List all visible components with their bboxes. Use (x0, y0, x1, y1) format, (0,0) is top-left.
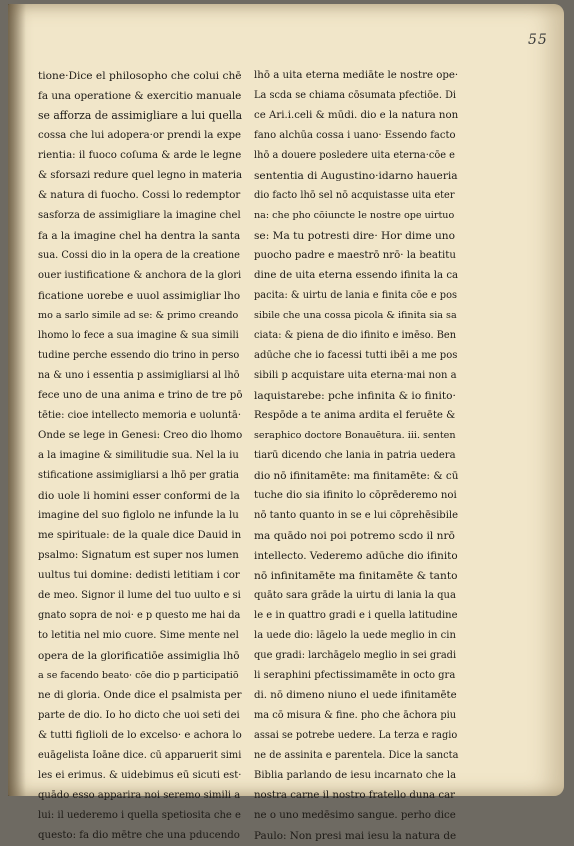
text-line: seraphico doctore Bonauētura. iii. senten (254, 430, 456, 441)
text-line: dine de uita eterna essendo ifinita la ca (254, 270, 459, 281)
text-line: nostra carne il nostro fratello duna car (254, 790, 456, 801)
text-line: stificatione assimigliarsi a lhō per gratia (38, 470, 239, 481)
text-line: se afforza de assimigliare a lui quella (38, 109, 243, 122)
text-line: ma quādo noi poi potremo scdo il nrō (254, 530, 455, 542)
text-line: tiarū dicendo che lania in patria uedera (254, 450, 456, 461)
text-line: sibile che una cossa picola & ifinita sia sa (254, 310, 457, 321)
text-line: nō infinitamēte ma finitamēte & tanto (254, 570, 458, 582)
text-line: uultus tui domine: dedisti letitiam i cor (38, 570, 240, 581)
text-line: Onde se lege in Genesi: Creo dio lhomo (38, 430, 243, 441)
text-line: assai se potrebe uedere. La terza e ragio (254, 730, 458, 741)
text-line: na & uno i essentia p assimigliarsi al lhō (38, 370, 240, 381)
text-line: la uede dio: lāgelo la uede meglio in cin (254, 630, 456, 641)
text-line: euāgelista Ioāne dice. cū apparuerit simi (38, 750, 242, 761)
text-line: dio nō ifinitamēte: ma finitamēte: & cū (254, 470, 459, 482)
text-line: me spirituale: de la quale dice Dauid in (38, 530, 242, 541)
text-line: mo a sarlo simile ad se: & primo creando (38, 310, 239, 321)
text-line: tudine perche essendo dio trino in perso (38, 350, 240, 361)
text-line: dio uole li homini esser conformi de la (38, 490, 240, 502)
text-line: sasforza de assimigliare la imagine chel (38, 210, 241, 221)
text-line: intellecto. Vederemo adūche dio ifinito (254, 550, 458, 562)
text-line: ouer iustificatione & anchora de la glori (38, 270, 242, 281)
text-line: gnato sopra de noi· e p questo me hai da (38, 610, 241, 621)
text-line: a la imagine & similitudie sua. Nel la iu (38, 450, 239, 461)
text-line: lhō a douere posledere uita eterna·cōe e (254, 150, 455, 161)
text-line: ma cō misura & fine. pho che āchora piu (254, 710, 457, 721)
text-line: fano alchūa cossa i uano· Essendo facto (254, 130, 456, 141)
text-line: & sforsazi redure quel legno in materia (38, 170, 243, 181)
text-line: cossa che lui adopera·or prendi la expe (38, 130, 242, 141)
text-line: rientia: il fuoco coſuma & arde le legne (38, 150, 242, 161)
book-page (8, 4, 564, 842)
text-line: nō tanto quanto in se e lui cōprehēsibile (254, 510, 459, 521)
text-line: sibili p acquistare uita eterna·mai non a (254, 370, 457, 381)
text-line: puocho padre e maestrō nrō· la beatitu (254, 250, 456, 261)
text-line: sententia di Augustino·idarno haueria (254, 170, 458, 182)
text-line: de meo. Signor il lume del tuo uulto e si (38, 590, 241, 601)
text-line: ne di gloria. Onde dice el psalmista per (38, 690, 242, 701)
text-line: lhō a uita eterna mediāte le nostre ope· (254, 70, 459, 81)
text-line: Respōde a te anima ardita el feruēte & (254, 410, 456, 421)
text-line: quādo esso apparira noi seremo simili a (38, 790, 241, 801)
text-line: quāto sara grāde la uirtu di lania la qua (254, 590, 456, 601)
text-line: parte de dio. Io ho dicto che uoi seti dei (38, 710, 240, 721)
text-line: lhomo lo fece a sua imagine & sua simili (38, 330, 239, 341)
text-line: pacita: & uirtu de lania e finita cōe e pos (254, 290, 457, 301)
text-line: fa a la imagine chel ha dentra la santa (38, 230, 241, 242)
text-line: di. nō dimeno niuno el uede ifinitamēte (254, 690, 457, 701)
text-line: le e in quattro gradi e i quella latitudine (254, 610, 458, 621)
text-line: opera de la glorificatiōe assimiglia lhō (38, 650, 240, 662)
text-line: li seraphini pfectissimamēte in octo gra (254, 670, 456, 681)
text-line: na: che pho cōiuncte le nostre ope uirtuo (254, 210, 455, 221)
text-line: sua. Cossi dio in la opera de la creatione (38, 250, 240, 261)
text-line: fece uno de una anima e trino de tre pō (38, 390, 243, 401)
text-line: dio facto lhō sel nō acquistasse uita eter (254, 190, 455, 201)
text-line: ce Ari.i.celi & mūdi. dio e la natura non (254, 110, 459, 121)
text-line: ne de assinita e parentela. Dice la sancta (254, 750, 459, 761)
text-line: psalmo: Signatum est super nos lumen (38, 550, 239, 561)
text-line: tione·Dice el philosopho che colui chē (38, 70, 242, 82)
text-line: ne o uno medēsimo sangue. perho dice (254, 810, 456, 821)
text-line: & natura di fuocho. Cossi lo redemptor (38, 190, 241, 201)
text-line: tuche dio sia ifinito lo cōprēderemo noi (254, 490, 457, 501)
text-line: ficatione uorebe e uuol assimigliar lho (38, 290, 241, 302)
folio-number: 55 (528, 32, 548, 48)
text-line: ciata: & piena de dio ifinito e imēso. Ben (254, 330, 457, 341)
text-line: a se facendo beato· cōe dio p participatiō (38, 670, 239, 681)
text-line: imagine del suo figlolo ne infunde la lu (38, 510, 239, 521)
text-line: adūche che io facessi tutti ibēi a me pos (254, 350, 458, 361)
text-line: to letitia nel mio cuore. Sime mente nel (38, 630, 239, 641)
text-line: fa una operatione & exercitio manuale (38, 90, 242, 102)
text-line: que gradi: larchāgelo meglio in sei gradi (254, 650, 457, 661)
text-line: questo: fa dio mētre che una pducendo (38, 830, 240, 841)
left-text-column (38, 66, 243, 846)
text-line: se: Ma tu potresti dire· Hor dime uno (254, 230, 455, 242)
text-line: lui: il uederemo i quella spetiosita che e (38, 810, 241, 821)
text-line: laquistarebe: pche infinita & io finito· (254, 390, 456, 402)
right-text-column (254, 66, 459, 846)
text-line: les ei erimus. & uidebimus eū sicuti est· (38, 770, 242, 781)
text-line: La scda se chiama cōsumata pfectiōe. Di (254, 90, 457, 101)
text-line: Biblia parlando de iesu incarnato che la (254, 770, 457, 781)
text-line: Paulo: Non presi mai iesu la natura de (254, 830, 457, 842)
text-line: & tutti figlioli de lo excelso· e achora lo (38, 730, 242, 741)
text-line: tētie: cioe intellecto memoria e uoluntā· (38, 410, 242, 421)
